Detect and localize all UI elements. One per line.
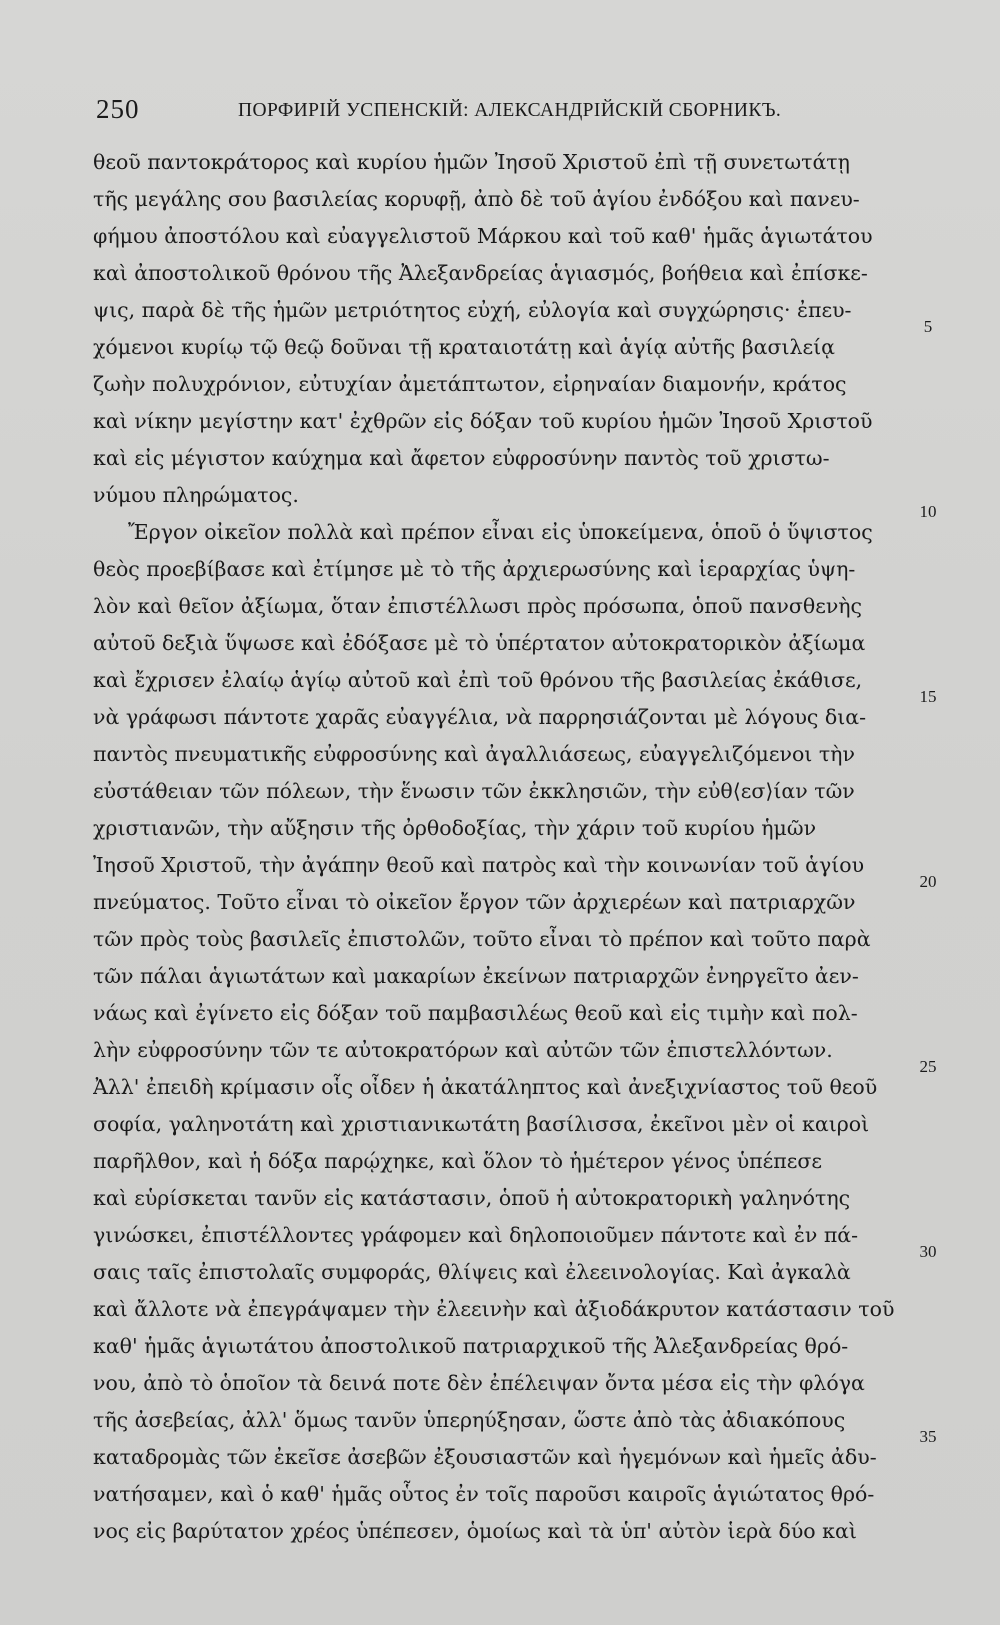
text-line: νατήσαμεν, καὶ ὁ καθ' ἡμᾶς οὗτος ἐν τοῖς παροῦσι καιροῖς ἁγιώτατος θρό- xyxy=(93,1482,875,1506)
text-line: λὴν εὐφροσύνην τῶν τε αὐτοκρατόρων καὶ αὐτῶν τῶν ἐπιστελλόντων. xyxy=(93,1038,833,1062)
line-number: 15 xyxy=(919,687,937,706)
text-line: φήμου ἀποστόλου καὶ εὐαγγελιστοῦ Μάρκου καὶ τοῦ καθ' ἡμᾶς ἁγιωτάτου xyxy=(93,224,873,248)
text-line: θεοῦ παντοκράτορος καὶ κυρίου ἡμῶν Ἰησοῦ Χριστοῦ ἐπὶ τῇ συνετωτάτῃ xyxy=(93,150,850,174)
text-line: καὶ ἄλλοτε νὰ ἐπεγράψαμεν τὴν ἐλεεινὴν καὶ ἀξιοδάκρυτον κατάστασιν τοῦ xyxy=(93,1297,895,1321)
text-line: νὰ γράφωσι πάντοτε χαρᾶς εὐαγγέλια, νὰ παρρησιάζονται μὲ λόγους δια- xyxy=(93,705,867,729)
text-line: νος εἰς βαρύτατον χρέος ὑπέπεσεν, ὁμοίως καὶ τὰ ὑπ' αὐτὸν ἱερὰ δύο καὶ xyxy=(93,1519,857,1543)
line-number: 10 xyxy=(919,502,937,521)
text-line: χόμενοι κυρίῳ τῷ θεῷ δοῦναι τῇ κραταιοτάτῃ καὶ ἁγίᾳ αὐτῆς βασιλείᾳ xyxy=(93,335,836,359)
text-line: καταδρομὰς τῶν ἐκεῖσε ἀσεβῶν ἐξουσιαστῶν καὶ ἡγεμόνων καὶ ἡμεῖς ἀδυ- xyxy=(93,1445,877,1469)
line-number: 5 xyxy=(923,317,933,336)
text-line: σοφία, γαληνοτάτη καὶ χριστιανικωτάτη βασίλισσα, ἐκεῖνοι μὲν οἱ καιροὶ xyxy=(93,1112,870,1136)
text-line: νύμου πληρώματος. xyxy=(93,483,299,507)
text-line: θεὸς προεβίβασε καὶ ἐτίμησε μὲ τὸ τῆς ἀρχιερωσύνης καὶ ἱεραρχίας ὑψη- xyxy=(93,557,856,581)
line-number: 35 xyxy=(919,1427,937,1446)
text-line: Ἰησοῦ Χριστοῦ, τὴν ἀγάπην θεοῦ καὶ πατρὸς καὶ τὴν κοινωνίαν τοῦ ἁγίου xyxy=(93,853,865,877)
text-line: καὶ ἔχρισεν ἐλαίῳ ἁγίῳ αὐτοῦ καὶ ἐπὶ τοῦ θρόνου τῆς βασιλείας ἐκάθισε, xyxy=(93,668,863,692)
text-line: τῶν πάλαι ἁγιωτάτων καὶ μακαρίων ἐκείνων πατριαρχῶν ἐνηργεῖτο ἀεν- xyxy=(93,964,859,988)
text-line: αὐτοῦ δεξιὰ ὕψωσε καὶ ἐδόξασε μὲ τὸ ὑπέρτατον αὐτοκρατορικὸν ἀξίωμα xyxy=(93,631,866,655)
text-line: σαις ταῖς ἐπιστολαῖς συμφοράς, θλίψεις καὶ ἐλεεινολογίας. Καὶ ἀγκαλὰ xyxy=(93,1260,851,1284)
text-line: Ἔργον οἰκεῖον πολλὰ καὶ πρέπον εἶναι εἰς ὑποκείμενα, ὁποῦ ὁ ὕψιστος xyxy=(128,520,873,544)
text-line: χριστιανῶν, τὴν αὔξησιν τῆς ὀρθοδοξίας, τὴν χάριν τοῦ κυρίου ἡμῶν xyxy=(93,816,817,840)
text-line: καὶ νίκην μεγίστην κατ' ἐχθρῶν εἰς δόξαν τοῦ κυρίου ἡμῶν Ἰησοῦ Χριστοῦ xyxy=(93,409,873,433)
text-line: καὶ εἰς μέγιστον καύχημα καὶ ἄφετον εὐφροσύνην παντὸς τοῦ χριστω- xyxy=(93,446,830,470)
text-line: εὐστάθειαν τῶν πόλεων, τὴν ἕνωσιν τῶν ἐκκλησιῶν, τὴν εὐθ⟨εσ⟩ίαν τῶν xyxy=(93,779,855,803)
text-line: τῶν πρὸς τοὺς βασιλεῖς ἐπιστολῶν, τοῦτο εἶναι τὸ πρέπον καὶ τοῦτο παρὰ xyxy=(93,927,871,951)
text-line: Ἀλλ' ἐπειδὴ κρίμασιν οἷς οἶδεν ἡ ἀκατάληπτος καὶ ἀνεξιχνίαστος τοῦ θεοῦ xyxy=(93,1075,878,1099)
line-number: 30 xyxy=(919,1242,937,1261)
line-number: 20 xyxy=(919,872,937,891)
text-line: τῆς μεγάλης σου βασιλείας κορυφῇ, ἀπὸ δὲ τοῦ ἁγίου ἐνδόξου καὶ πανευ- xyxy=(93,187,860,211)
text-line: νάως καὶ ἐγίνετο εἰς δόξαν τοῦ παμβασιλέως θεοῦ καὶ εἰς τιμὴν καὶ πολ- xyxy=(93,1001,858,1025)
text-line: ψις, παρὰ δὲ τῆς ἡμῶν μετριότητος εὐχή, εὐλογία καὶ συγχώρησις· ἐπευ- xyxy=(93,298,852,322)
text-line: καὶ ἀποστολικοῦ θρόνου τῆς Ἀλεξανδρείας ἁγιασμός, βοήθεια καὶ ἐπίσκε- xyxy=(93,261,868,285)
text-line: πνεύματος. Τοῦτο εἶναι τὸ οἰκεῖον ἔργον τῶν ἀρχιερέων καὶ πατριαρχῶν xyxy=(93,890,856,914)
running-head: ПОРФИРIЙ УСПЕНСКIЙ: АЛЕКСАНДРIЙСКIЙ СБОРНИКЪ. xyxy=(238,100,782,121)
text-line: καθ' ἡμᾶς ἁγιωτάτου ἀποστολικοῦ πατριαρχικοῦ τῆς Ἀλεξανδρείας θρό- xyxy=(93,1334,849,1358)
page-number: 250 xyxy=(96,94,140,124)
line-number: 25 xyxy=(919,1057,937,1076)
text-line: γινώσκει, ἐπιστέλλοντες γράφομεν καὶ δηλοποιοῦμεν πάντοτε καὶ ἐν πά- xyxy=(93,1223,859,1247)
text-line: λὸν καὶ θεῖον ἀξίωμα, ὅταν ἐπιστέλλωσι πρὸς πρόσωπα, ὁποῦ πανσθενὴς xyxy=(93,594,863,618)
text-line: τῆς ἀσεβείας, ἀλλ' ὅμως τανῦν ὑπερηύξησαν, ὥστε ἀπὸ τὰς ἀδιακόπους xyxy=(93,1408,846,1432)
text-line: παντὸς πνευματικῆς εὐφροσύνης καὶ ἀγαλλιάσεως, εὐαγγελιζόμενοι τὴν xyxy=(93,742,855,766)
text-line: νου, ἀπὸ τὸ ὁποῖον τὰ δεινά ποτε δὲν ἐπέλειψαν ὄντα μέσα εἰς τὴν φλόγα xyxy=(93,1371,865,1395)
text-line: παρῆλθον, καὶ ἡ δόξα παρῴχηκε, καὶ ὅλον τὸ ἡμέτερον γένος ὑπέπεσε xyxy=(93,1149,822,1173)
text-line: καὶ εὑρίσκεται τανῦν εἰς κατάστασιν, ὁποῦ ἡ αὐτοκρατορικὴ γαληνότης xyxy=(93,1186,851,1210)
text-line: ζωὴν πολυχρόνιον, εὐτυχίαν ἀμετάπτωτον, εἰρηναίαν διαμονήν, κράτος xyxy=(93,372,847,396)
